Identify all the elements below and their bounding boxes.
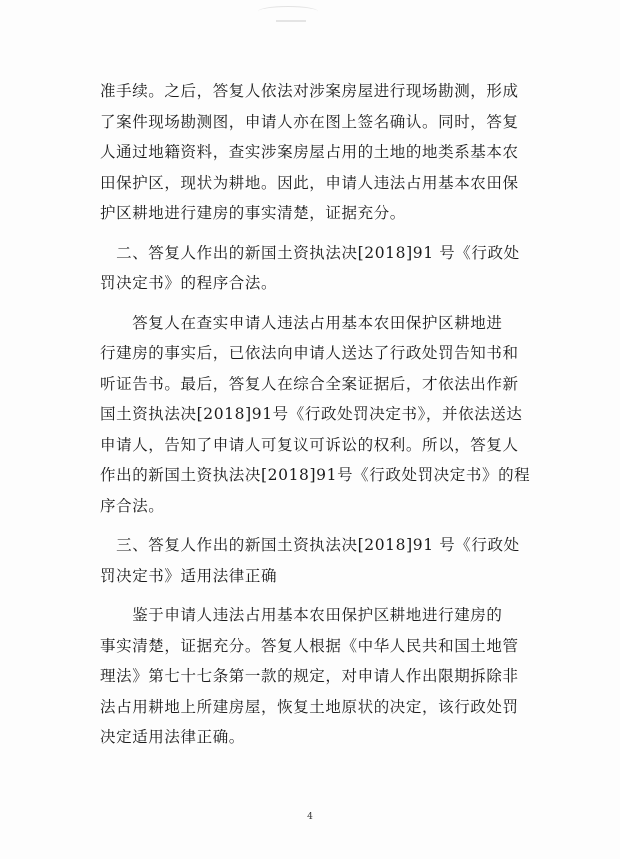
text-line: 听证告书。最后，答复人在综合全案证据后，才依法出作新 <box>100 374 519 393</box>
document-body <box>100 76 540 753</box>
text-line: 作出的新国土资执法决[2018]91号《行政处罚决定书》的程 <box>100 466 531 484</box>
text-line: 决定适用法律正确。 <box>100 728 245 746</box>
text-line: 二、答复人作出的新国土资执法决[2018]91 号《行政处 <box>100 243 520 262</box>
text-line: 序合法。 <box>100 496 165 515</box>
scan-artifact <box>276 20 306 22</box>
text-line: 事实清楚，证据充分。答复人根据《中华人民共和国土地管 <box>100 636 519 655</box>
text-line: 罚决定书》适用法律正确 <box>100 566 278 585</box>
text-line: 田保护区，现状为耕地。因此，申请人违法占用基本农田保 <box>100 173 519 192</box>
text-line: 准手续。之后，答复人依法对涉案房屋进行现场勘测，形成 <box>100 82 519 100</box>
text-line: 罚决定书》的程序合法。 <box>100 274 278 292</box>
text-line: 申请人，告知了申请人可复议可诉讼的权利。所以，答复人 <box>100 435 519 454</box>
paragraph-evidence <box>100 76 540 229</box>
text-line: 理法》第七十七条第一款的规定，对申请人作出限期拆除非 <box>100 667 519 685</box>
text-line: 国土资执法决[2018]91号《行政处罚决定书》，并依法送达 <box>100 405 523 423</box>
heading-procedure <box>100 238 540 299</box>
heading-law <box>100 530 540 591</box>
paragraph-law <box>100 600 540 753</box>
page-number: 4 <box>307 812 313 822</box>
scan-artifact <box>258 6 318 17</box>
text-line: 了案件现场勘测图，申请人亦在图上签名确认。同时，答复 <box>100 112 519 131</box>
text-line: 护区耕地进行建房的事实清楚，证据充分。 <box>100 204 406 222</box>
text-line: 法占用耕地上所建房屋，恢复土地原状的决定，该行政处罚 <box>100 697 519 716</box>
text-line: 鉴于申请人违法占用基本农田保护区耕地进行建房的 <box>100 606 503 624</box>
text-line: 人通过地籍资料，查实涉案房屋占用的土地的地类系基本农 <box>100 143 519 161</box>
paragraph-procedure <box>100 308 540 522</box>
text-line: 答复人在查实申请人违法占用基本农田保护区耕地进 <box>100 313 503 332</box>
text-line: 行建房的事实后，已依法向申请人送达了行政处罚告知书和 <box>100 344 519 362</box>
text-line: 三、答复人作出的新国土资执法决[2018]91 号《行政处 <box>100 536 520 554</box>
